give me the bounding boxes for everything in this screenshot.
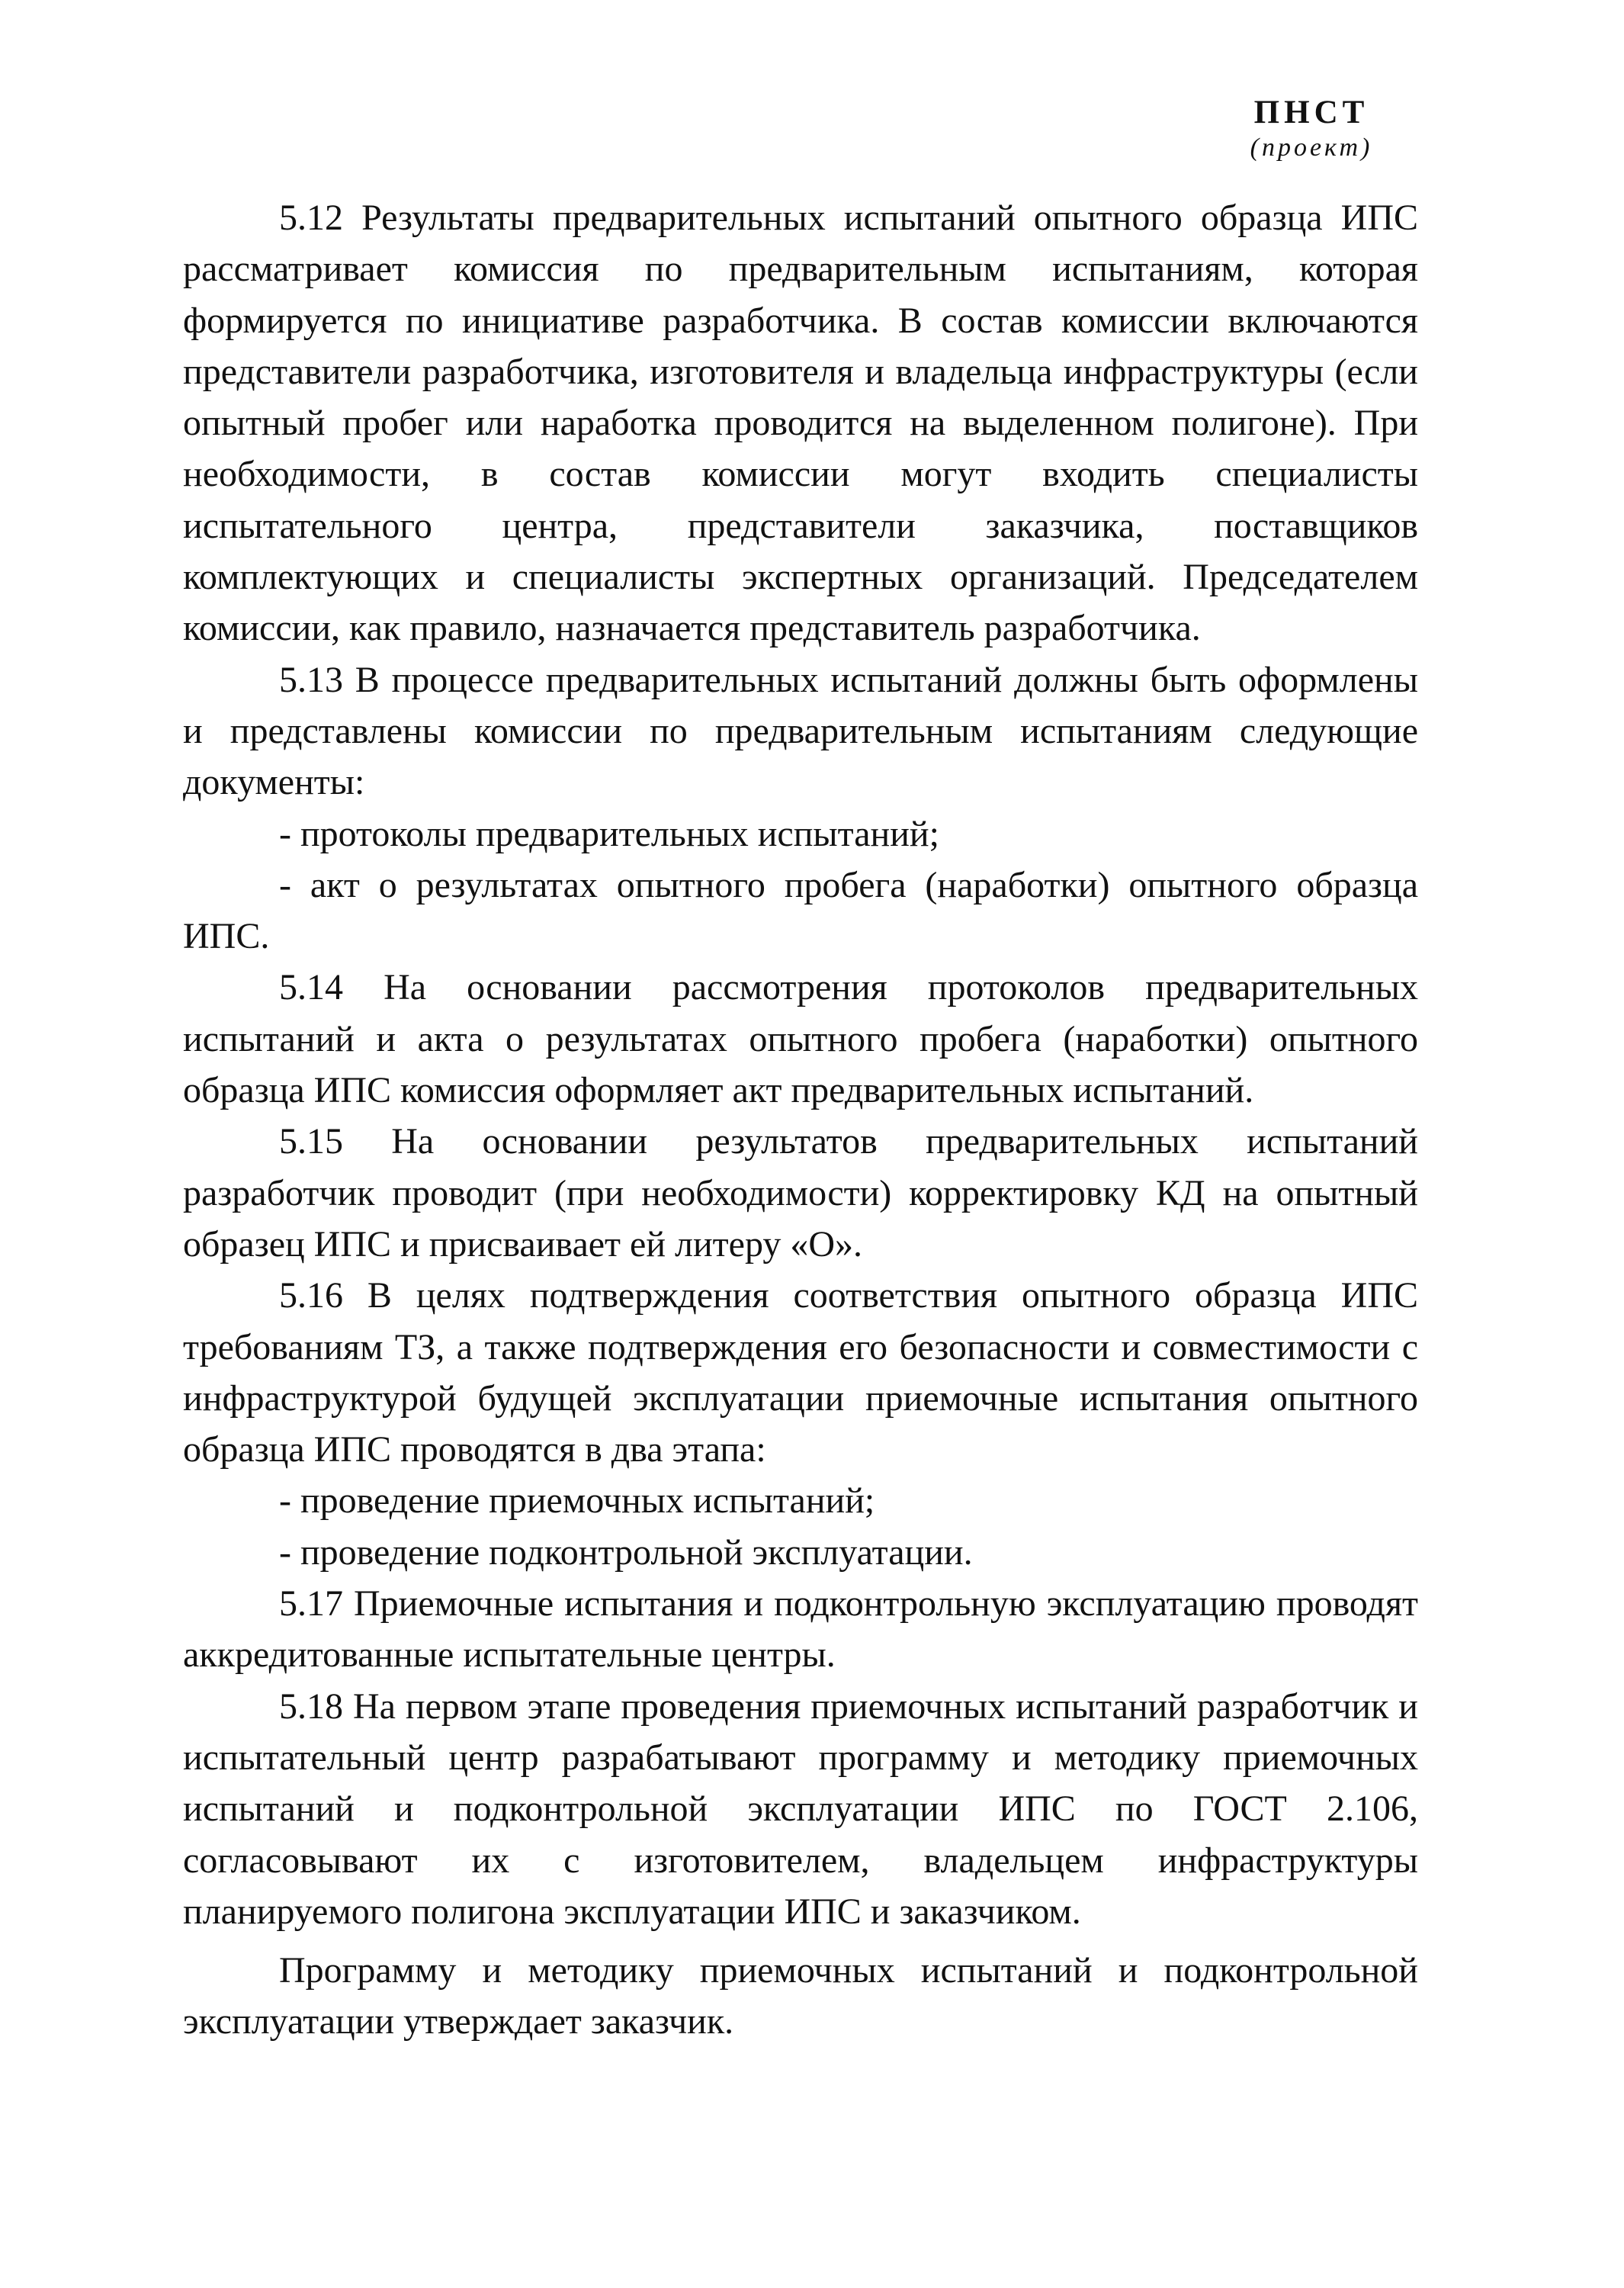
paragraph-5-15: 5.15 На основании результатов предварительных испытаний разработчик проводит (при необходимости) корректировку КД на опытный образец ИПС и присваивает ей литеру «О». [183,1121,1418,1265]
list-item: - проведение приемочных испытаний; [279,1480,875,1522]
paragraph-5-13: 5.13 В процессе предварительных испытаний должны быть оформлены и представлены комиссии по предварительным испытаниям следующие документы: [183,659,1418,803]
stamp-title: ПНСТ [1253,95,1369,130]
paragraph-5-17: 5.17 Приемочные испытания и подконтрольную эксплуатацию проводят аккредитованные испытательные центры. [183,1583,1418,1676]
document-body [183,192,1418,2048]
paragraph-spacer [183,1937,1418,1945]
paragraph-5-18: 5.18 На первом этапе проведения приемочных испытаний разработчик и испытательный центр разрабатывают программу и методику приемочных испытаний и подконтрольной эксплуатации ИПС по ГОСТ 2.106, согласовывают их с изготовителем, владельцем инфраструктуры планируемого полигона эксплуатации ИПС и заказчиком. [183,1685,1418,1932]
paragraph-5-16: 5.16 В целях подтверждения соответствия опытного образца ИПС требованиям ТЗ, а также подтверждения его безопасности и совместимости с инфраструктурой будущей эксплуатации приемочные испытания опытного образца ИПС проводятся в два этапа: [183,1275,1418,1470]
document-stamp [1228,93,1395,163]
closing-paragraph: Программу и методику приемочных испытаний и подконтрольной эксплуатации утверждает заказчик. [183,1950,1418,2042]
list-item: - протоколы предварительных испытаний; [279,813,939,854]
list-item: - проведение подконтрольной эксплуатации. [279,1531,973,1573]
stamp-subtitle: (проект) [1250,133,1373,162]
paragraph-5-14: 5.14 На основании рассмотрения протоколов предварительных испытаний и акта о результатах опытного пробега (наработки) опытного образца ИПС комиссия оформляет акт предварительных испытаний. [183,967,1418,1111]
list-item: - акт о результатах опытного пробега (наработки) опытного образца ИПС. [183,864,1418,957]
paragraph-5-12: 5.12 Результаты предварительных испытаний опытного образца ИПС рассматривает комиссия по предварительным испытаниям, которая формируется по инициативе разработчика. В состав комиссии включаются представители разработчика, изготовителя и владельца инфраструктуры (если опытный пробег или наработка проводится на выделенном полигоне). При необходимости, в состав комиссии могут входить специалисты испытательного центра, представители заказчика, поставщиков комплектующих и специалисты экспертных организаций. Председателем комиссии, как правило, назначается представитель разработчика. [183,198,1418,649]
